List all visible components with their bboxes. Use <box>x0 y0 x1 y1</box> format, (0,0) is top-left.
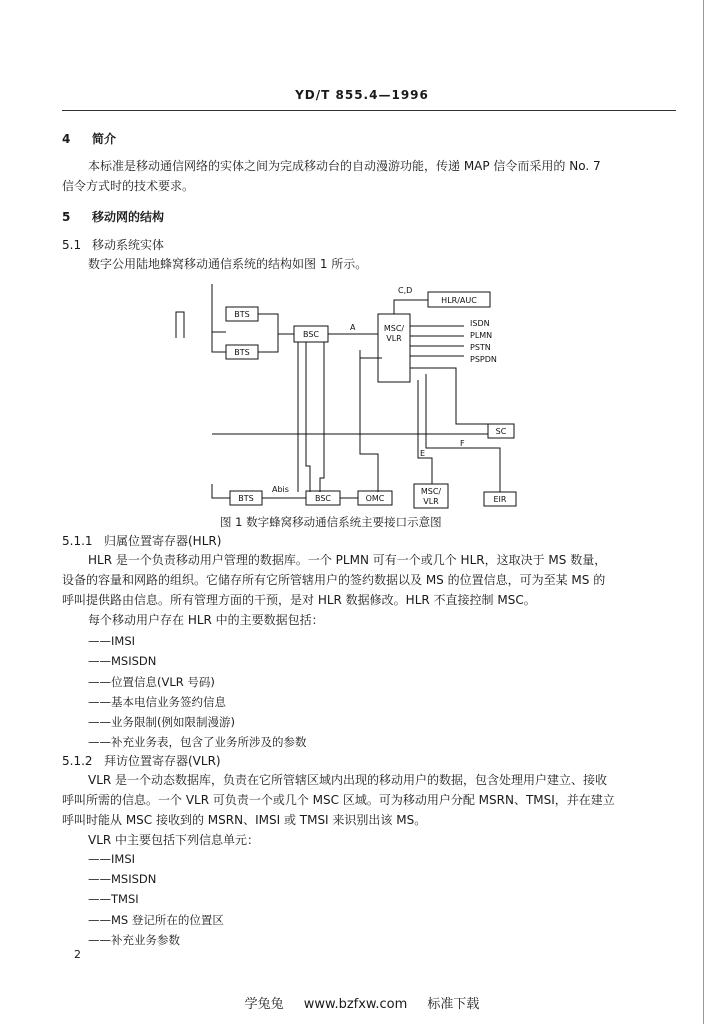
section-5-1-title: 移动系统实体 <box>92 238 165 252</box>
label-pstn: PSTN <box>470 343 491 352</box>
list-item: ——位置信息(VLR 号码) <box>88 675 215 689</box>
figure-1-caption: 图 1 数字蜂窝移动通信系统主要接口示意图 <box>220 515 442 529</box>
label-interface-cd: C,D <box>398 286 413 295</box>
label-bts-top: BTS <box>234 310 250 319</box>
section-4-title: 简介 <box>92 132 117 146</box>
list-item: ——MSISDN <box>88 872 157 886</box>
section-5-number: 5 <box>62 210 71 224</box>
section-5-1-2-list-intro: VLR 中主要包括下列信息单元： <box>88 833 260 847</box>
figure-1-diagram <box>160 278 540 516</box>
label-omc: OMC <box>365 494 385 503</box>
line-bts-mid-branch <box>212 308 226 352</box>
line-msc-omc <box>360 350 378 492</box>
section-5-1-1-para-line2: 设备的容量和网路的组织。它储存所有它所管辖用户的签约数据以及 MS 的位置信息，可为至某 MS 的 <box>62 573 606 587</box>
section-4-para-line1: 本标准是移动通信网络的实体之间为完成移动台的自动漫游功能，传递 MAP 信令而采用的 No. 7 <box>88 159 601 173</box>
section-5-1-para: 数字公用陆地蜂窝移动通信系统的结构如图 1 所示。 <box>88 257 368 271</box>
section-5-1-2-number: 5.1.2 <box>62 754 93 768</box>
list-item: ——MS 登记所在的位置区 <box>88 913 224 927</box>
standard-code-header: YD/T 855.4—1996 <box>295 88 429 102</box>
list-item: ——TMSI <box>88 892 139 906</box>
section-5-1-1-para-line3: 呼叫提供路由信息。所有管理方面的干预，是对 HLR 数据修改。HLR 不直接控制 MSC。 <box>62 593 536 607</box>
section-4-heading <box>62 130 116 147</box>
section-5-1-heading <box>62 236 164 253</box>
label-interface-a: A <box>350 323 356 332</box>
line-bts-top-bsc <box>258 314 294 334</box>
label-plmn: PLMN <box>470 331 493 340</box>
line-e-interface <box>418 380 432 484</box>
list-item: ——补充业务表，包含了业务所涉及的参数 <box>88 735 307 749</box>
label-interface-abis: Abis <box>272 485 289 494</box>
antenna-icon <box>176 312 184 338</box>
label-msc-vlr-bottom-1: MSC/ <box>420 487 442 496</box>
list-item: ——业务限制(例如限制漫游) <box>88 715 235 729</box>
label-interface-f: F <box>460 439 465 448</box>
header-rule <box>62 110 676 111</box>
line-bts-top-branch <box>212 284 226 332</box>
section-5-1-2-title: 拜访位置寄存器(VLR) <box>104 754 221 768</box>
list-item: ——IMSI <box>88 852 136 866</box>
label-sc: SC <box>495 427 507 436</box>
footer-site-name: 学兔兔 <box>244 997 284 1012</box>
label-hlr-auc: HLR/AUC <box>441 296 477 305</box>
section-5-title: 移动网的结构 <box>92 210 165 224</box>
list-item: ——IMSI <box>88 634 136 648</box>
section-5-1-1-para-line1: HLR 是一个负责移动用户管理的数据库。一个 PLMN 可有一个或几个 HLR，这取决于 MS 数量， <box>88 553 607 567</box>
list-item: ——补充业务参数 <box>88 933 180 947</box>
section-5-1-1-heading <box>62 532 221 549</box>
label-eir: EIR <box>493 495 507 504</box>
section-5-1-number: 5.1 <box>62 238 82 252</box>
line-cd-interface <box>394 300 428 314</box>
section-5-heading <box>62 208 164 225</box>
line-msc-sc <box>410 368 488 424</box>
label-pspdn: PSPDN <box>470 355 497 364</box>
label-bsc-bottom: BSC <box>314 494 332 503</box>
line-bsc-top-down-2 <box>306 342 310 492</box>
label-msc-vlr-top-2: VLR <box>386 334 402 343</box>
section-5-1-1-list-intro: 每个移动用户存在 HLR 中的主要数据包括： <box>88 613 324 627</box>
footer-slogan: 标准下载 <box>427 997 480 1012</box>
label-bsc-top: BSC <box>302 330 320 339</box>
section-5-1-1-title: 归属位置寄存器(HLR) <box>104 534 222 548</box>
line-f-interface <box>426 374 500 492</box>
list-item: ——基本电信业务签约信息 <box>88 695 226 709</box>
label-bts-bottom: BTS <box>238 494 254 503</box>
scan-edge-line <box>703 0 704 1024</box>
line-bts-mid-bsc <box>258 334 278 352</box>
footer-watermark <box>0 993 724 1012</box>
label-msc-vlr-top-1: MSC/ <box>383 324 405 333</box>
page-number: 2 <box>74 948 81 961</box>
line-bottom-left <box>212 484 230 498</box>
section-5-1-1-number: 5.1.1 <box>62 534 93 548</box>
section-5-1-2-para-line3: 呼叫时能从 MSC 接收到的 MSRN、IMSI 或 TMSI 来识别出该 MS。 <box>62 813 427 827</box>
footer-url[interactable]: www.bzfxw.com <box>303 997 408 1012</box>
section-5-1-2-para-line2: 呼叫所需的信息。一个 VLR 可负责一个或几个 MSC 区域。可为移动用户分配 MSRN、TMSI，并在建立 <box>62 793 615 807</box>
label-interface-e: E <box>420 449 426 458</box>
list-item: ——MSISDN <box>88 654 157 668</box>
line-bsc-top-down-3 <box>320 342 324 492</box>
section-5-1-2-para-line1: VLR 是一个动态数据库，负责在它所管辖区域内出现的移动用户的数据，包含处理用户建立、接收 <box>88 773 608 787</box>
label-isdn: ISDN <box>470 319 490 328</box>
label-bts-mid: BTS <box>234 348 250 357</box>
section-4-number: 4 <box>62 132 71 146</box>
label-msc-vlr-bottom-2: VLR <box>423 497 439 506</box>
section-4-para-line2: 信令方式时的技术要求。 <box>62 179 195 193</box>
section-5-1-2-heading <box>62 752 221 769</box>
